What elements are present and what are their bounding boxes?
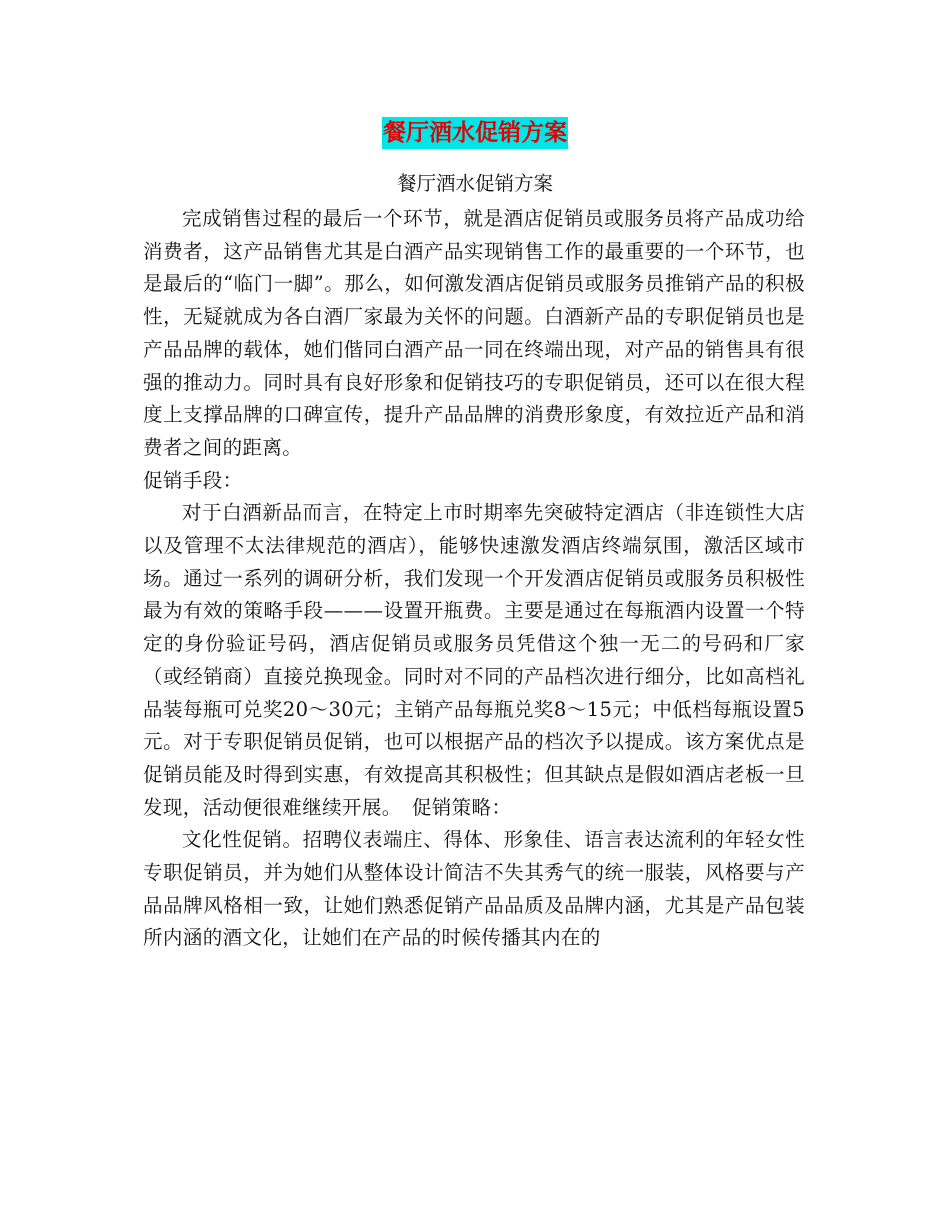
paragraph-culture: 文化性促销。招聘仪表端庄、得体、形象佳、语言表达流利的年轻女性专职促销员，并为她们从整体设计简洁不失其秀气的统一服装，风格要与产品品牌风格相一致，让她们熟悉促销产品品质及品牌内涵，尤其是产品包装所内涵的酒文化，让她们在产品的时候传播其内在的 [143, 828, 805, 950]
paragraph-heading-methods: 促销手段： [143, 468, 243, 492]
document-title [0, 112, 950, 149]
document-body [143, 203, 805, 955]
paragraph-intro: 完成销售过程的最后一个环节，就是酒店促销员或服务员将产品成功给消费者，这产品销售尤其是白酒产品实现销售工作的最重要的一个环节，也是最后的“临门一脚”。那么，如何激发酒店促销员或服务员推销产品的积极性，无疑就成为各白酒厂家最为关怀的问题。白酒新产品的专职促销员也是产品品牌的载体，她们偕同白酒产品一同在终端出现，对产品的销售具有很强的推动力。同时具有良好形象和促销技巧的专职促销员，还可以在很大程度上支撑品牌的口碑宣传，提升产品品牌的消费形象度，有效拉近产品和消费者之间的距离。 [143, 207, 805, 459]
document-subtitle: 餐厅酒水促销方案 [396, 172, 553, 195]
document-title-highlight: 餐厅酒水促销方案 [382, 117, 568, 149]
paragraph-methods: 对于白酒新品而言，在特定上市时期率先突破特定酒店（非连锁性大店以及管理不太法律规范的酒店），能够快速激发酒店终端氛围，激活区域市场。通过一系列的调研分析，我们发现一个开发酒店促销员或服务员积极性最为有效的策略手段———设置开瓶费。主要是通过在每瓶酒内设置一个特定的身份验证号码，酒店促销员或服务员凭借这个独一无二的号码和厂家（或经销商）直接兑换现金。同时对不同的产品档次进行细分，比如高档礼品装每瓶可兑奖20～30元；主销产品每瓶兑奖8～15元；中低档每瓶设置5元。对于专职促销员促销，也可以根据产品的档次予以提成。该方案优点是促销员能及时得到实惠，有效提高其积极性；但其缺点是假如酒店老板一旦发现，活动便很难继续开展。 促销策略： [143, 501, 805, 819]
